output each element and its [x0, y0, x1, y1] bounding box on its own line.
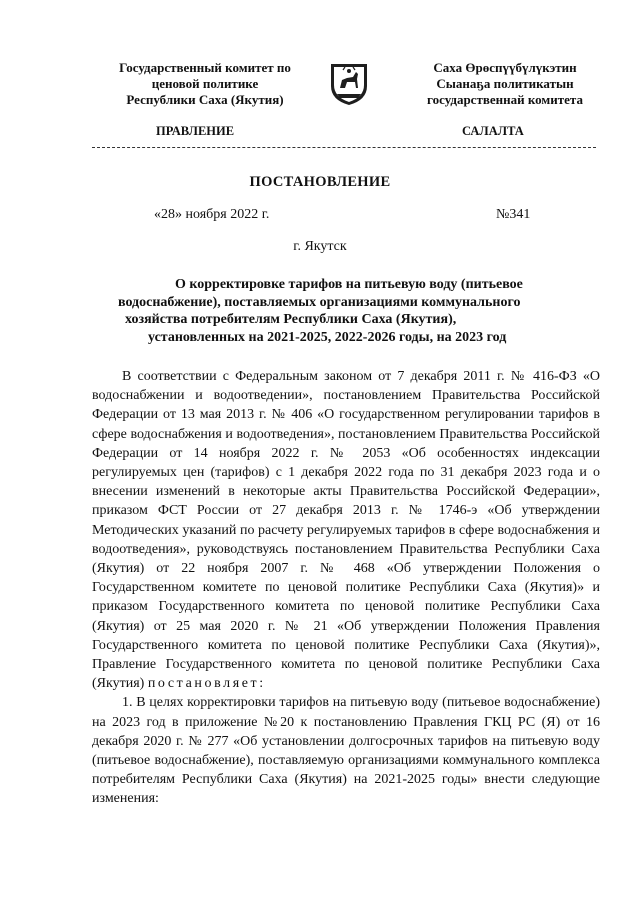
document-city: г. Якутск: [293, 239, 347, 254]
org-sakha-line-2: Сыанаҕа политикатын: [436, 76, 574, 91]
clause-1-paragraph: 1. В целях корректировки тарифов на питьевую воду (питьевое водоснабжение) на 2023 год в приложение №20 к постановлению Правления ГКЦ РС (Я) от 16 декабря 2020 г. № 277 «Об установлении долгосрочных тарифов на питьевую воду (питьевое водоснабжение), поставляемую организациями коммунального комплекса потребителям Республики Саха (Якутия) на 2021-2025 годы» внести следующие изменения:: [92, 695, 600, 807]
organization-name-ru: [100, 60, 310, 108]
document-type-title: ПОСТАНОВЛЕНИЕ: [249, 174, 391, 190]
organization-name-sakha: [405, 60, 605, 108]
coat-of-arms-emblem: [327, 58, 371, 106]
document-date: «28» ноября 2022 г.: [154, 207, 270, 222]
resolves-word: постановляет:: [147, 676, 266, 692]
document-number: №341: [496, 207, 531, 222]
subject-line-1: О корректировке тарифов на питьевую воду (питьевое: [175, 277, 523, 292]
document-body: [92, 367, 600, 809]
subject-line-2: водоснабжение), поставляемых организациями коммунального: [118, 294, 521, 310]
org-ru-line-1: Государственный комитет по: [119, 60, 291, 75]
preamble-paragraph: [92, 367, 600, 693]
subject-line-3: хозяйства потребителям Республики Саха (Якутия),: [125, 312, 457, 327]
board-label-sakha: САЛАЛТА: [462, 124, 524, 138]
org-ru-line-2: ценовой политике: [151, 76, 259, 91]
document-subject: [100, 276, 586, 346]
header-divider: [92, 147, 596, 148]
org-ru-line-3: Республики Саха (Якутия): [126, 92, 284, 107]
subject-line-4: установленных на 2021-2025, 2022-2026 годы, на 2023 год: [148, 329, 507, 345]
board-label-ru: ПРАВЛЕНИЕ: [156, 124, 235, 138]
preamble-text: В соответствии с Федеральным законом от 7 декабря 2011 г. № 416-ФЗ «О водоснабжении и водоотведении», постановлением Правительства Российской Федерации от 13 мая 2013 г. № 406 «О государственном регулировании тарифов в сфере водоснабжения и водоотведения», постановлением Правительства Российской Федерации от 14 ноября 2022 г. № 2053 «Об особенностях индексации регулируемых цен (тарифов) с 1 декабря 2022 года по 31 декабря 2023 года и о внесении изменений в некоторые акты Правительства Российской Федерации», приказом ФСТ России от 27 декабря 2013 г. № 1746-э «Об утверждении Методических указаний по расчету регулируемых тарифов в сфере водоснабжения и водоотведения», руководствуясь постановлением Правительства Республики Саха (Якутия) от 22 ноября 2007 г. № 468 «Об утверждении Положения о Государственном комитете по ценовой политике Республики Саха (Якутия)» и приказом Государственного комитета по ценовой политике Республики Саха (Якутия) от 25 мая 2020 г. № 21 «Об утверждении Положения Правления Государственного комитета по ценовой политике Республики Саха (Якутия)», Правление Государственного комитета по ценовой политике Республики Саха (Якутия): [92, 369, 600, 692]
org-sakha-line-1: Саха Өрөспүүбүлүкэтин: [433, 60, 577, 75]
org-sakha-line-3: государственнай комитета: [427, 92, 583, 107]
